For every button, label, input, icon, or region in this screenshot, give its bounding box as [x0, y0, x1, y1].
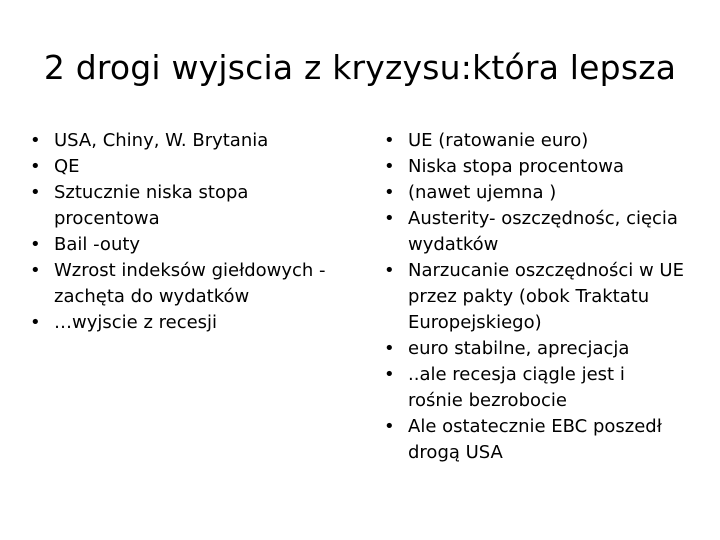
- right-item-text: Niska stopa procentowa: [408, 156, 624, 177]
- bullet-icon: •: [384, 260, 395, 281]
- left-item-text: Sztucznie niska stopa procentowa: [54, 182, 249, 229]
- left-list-item: [30, 128, 330, 154]
- right-list-item: [384, 128, 684, 154]
- bullet-icon: •: [30, 260, 41, 281]
- slide-title: 2 drogi wyjscia z kryzysu:która lepsza: [43, 48, 677, 87]
- left-list-item: [30, 310, 330, 336]
- bullet-icon: •: [30, 156, 41, 177]
- right-item-text: ..ale recesja ciągle jest i rośnie bezrobocie: [408, 364, 625, 411]
- right-list-item: [384, 206, 684, 258]
- right-list-item: [384, 258, 684, 336]
- left-item-text: Bail -outy: [54, 234, 141, 255]
- left-item-text: …wyjscie z recesji: [54, 312, 218, 333]
- bullet-icon: •: [30, 234, 41, 255]
- bullet-icon: •: [384, 364, 395, 385]
- right-list-item: [384, 154, 684, 180]
- right-item-text: euro stabilne, aprecjacja: [408, 338, 630, 359]
- bullet-icon: •: [384, 208, 395, 229]
- right-item-text: (nawet ujemna ): [408, 182, 557, 203]
- left-item-text: Wzrost indeksów giełdowych -zachęta do wydatków: [54, 260, 326, 307]
- bullet-icon: •: [384, 182, 395, 203]
- bullet-icon: •: [384, 416, 395, 437]
- left-item-text: USA, Chiny, W. Brytania: [54, 130, 269, 151]
- left-list-item: [30, 180, 330, 232]
- bullet-icon: •: [384, 130, 395, 151]
- bullet-icon: •: [384, 156, 395, 177]
- left-list-item: [30, 258, 330, 310]
- right-list-item: [384, 336, 684, 362]
- bullet-icon: •: [30, 182, 41, 203]
- left-list-item: [30, 154, 330, 180]
- right-item-text: Ale ostatecznie EBC poszedł drogą USA: [408, 416, 662, 463]
- right-list-item: [384, 414, 684, 466]
- right-item-text: Austerity- oszczędnośc, cięcia wydatków: [408, 208, 678, 255]
- bullet-icon: •: [384, 338, 395, 359]
- right-item-text: UE (ratowanie euro): [408, 130, 589, 151]
- bullet-icon: •: [30, 312, 41, 333]
- left-list-item: [30, 232, 330, 258]
- right-bullet-list: [384, 128, 684, 466]
- bullet-icon: •: [30, 130, 41, 151]
- right-list-item: [384, 180, 684, 206]
- right-item-text: Narzucanie oszczędności w UE przez pakty (obok Traktatu Europejskiego): [408, 260, 684, 333]
- left-item-text: QE: [54, 156, 80, 177]
- right-list-item: [384, 362, 684, 414]
- left-bullet-list: [30, 128, 330, 336]
